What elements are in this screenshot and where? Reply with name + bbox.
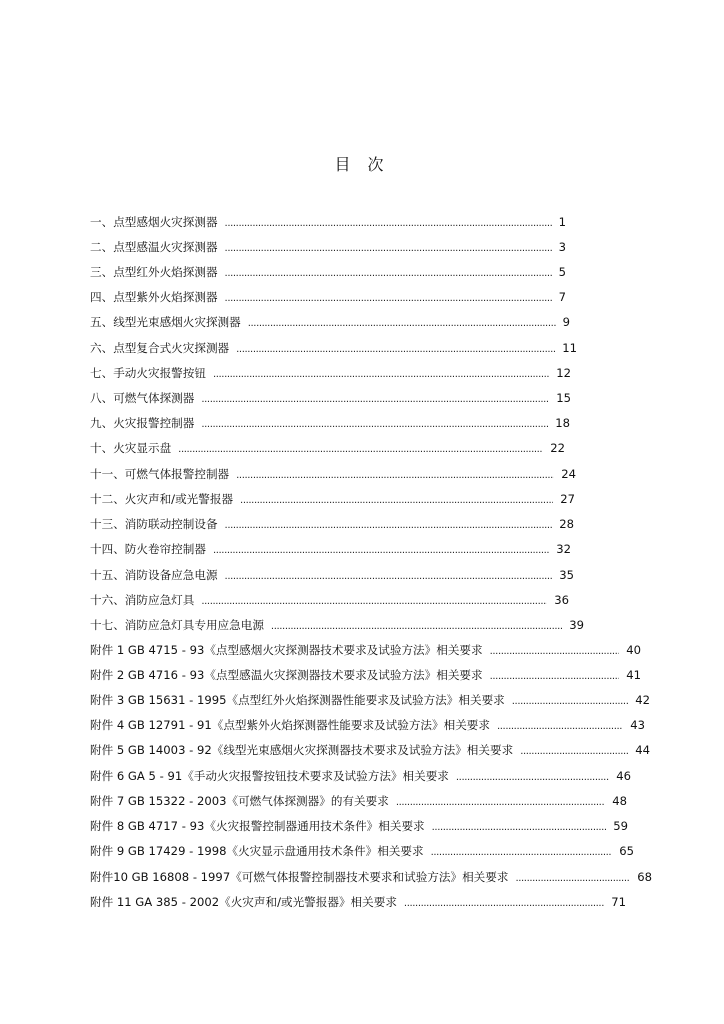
toc-dot-leader xyxy=(515,873,630,884)
toc-entry-label: 附件 4 GB 12791 - 91《点型紫外火焰探测器性能要求及试验方法》相关要求 xyxy=(90,718,490,732)
toc-entry xyxy=(90,214,566,232)
toc-dot-leader xyxy=(520,746,628,757)
toc-dot-leader xyxy=(201,419,548,430)
toc-entry-page: 12 xyxy=(556,366,571,380)
toc-entry xyxy=(90,818,628,836)
toc-entry-page: 42 xyxy=(635,693,650,707)
toc-entry-label: 八、可燃气体探测器 xyxy=(90,391,195,405)
toc-entry xyxy=(90,869,652,887)
toc-entry-page: 41 xyxy=(626,668,641,682)
toc-entry xyxy=(90,742,650,760)
toc-entry xyxy=(90,491,575,509)
toc-entry-label: 十、火灾显示盘 xyxy=(90,441,172,455)
toc-entry-label: 十六、消防应急灯具 xyxy=(90,593,195,607)
toc-dot-leader xyxy=(271,621,562,632)
toc-entry xyxy=(90,894,626,912)
toc-entry-label: 七、手动火灾报警按钮 xyxy=(90,366,206,380)
toc-dot-leader xyxy=(490,646,620,657)
toc-entry-page: 27 xyxy=(560,492,575,506)
toc-entry xyxy=(90,717,645,735)
toc-entry-label: 十五、消防设备应急电源 xyxy=(90,568,218,582)
toc-entry xyxy=(90,567,574,585)
toc-entry-page: 65 xyxy=(619,844,634,858)
toc-entry xyxy=(90,415,570,433)
toc-entry-label: 十七、消防应急灯具专用应急电源 xyxy=(90,618,264,632)
toc-dot-leader xyxy=(178,444,543,455)
toc-entry-page: 39 xyxy=(569,618,584,632)
toc-entry xyxy=(90,617,584,635)
toc-entry-label: 附件 7 GB 15322 - 2003《可燃气体探测器》的有关要求 xyxy=(90,794,389,808)
toc-entry-label: 三、点型红外火焰探测器 xyxy=(90,265,218,279)
toc-dot-leader xyxy=(248,318,556,329)
toc-entry-page: 32 xyxy=(556,542,571,556)
toc-entry-page: 24 xyxy=(561,467,576,481)
toc-entry xyxy=(90,793,627,811)
toc-entry-page: 5 xyxy=(558,265,566,279)
toc-entry-page: 71 xyxy=(611,895,626,909)
toc-entry-label: 附件 1 GB 4715 - 93《点型感烟火灾探测器技术要求及试验方法》相关要求 xyxy=(90,643,483,657)
toc-entry-label: 附件 11 GA 385 - 2002《火灾声和/或光警报器》相关要求 xyxy=(90,895,397,909)
toc-entry xyxy=(90,692,650,710)
toc-entry-label: 附件10 GB 16808 - 1997《可燃气体报警控制器技术要求和试验方法》相关要求 xyxy=(90,870,509,884)
toc-entry-label: 附件 3 GB 15631 - 1995《点型红外火焰探测器性能要求及试验方法》相关要求 xyxy=(90,693,505,707)
toc-entry xyxy=(90,592,569,610)
toc-dot-leader xyxy=(512,696,628,707)
toc-entry-page: 28 xyxy=(559,517,574,531)
toc-entry-label: 附件 9 GB 17429 - 1998《火灾显示盘通用技术条件》相关要求 xyxy=(90,844,424,858)
toc-entry-label: 九、火灾报警控制器 xyxy=(90,416,195,430)
toc-entry-page: 59 xyxy=(613,819,628,833)
toc-entry-label: 四、点型紫外火焰探测器 xyxy=(90,290,218,304)
toc-entry xyxy=(90,642,641,660)
toc-dot-leader xyxy=(404,898,604,909)
toc-entry-label: 附件 5 GB 14003 - 92《线型光束感烟火灾探测器技术要求及试验方法》相关要求 xyxy=(90,743,514,757)
toc-dot-leader xyxy=(236,470,554,481)
toc-entry-label: 附件 8 GB 4717 - 93《火灾报警控制器通用技术条件》相关要求 xyxy=(90,819,425,833)
toc-entry-page: 18 xyxy=(555,416,570,430)
toc-entry-label: 十一、可燃气体报警控制器 xyxy=(90,467,230,481)
toc-dot-leader xyxy=(431,847,613,858)
toc-entry xyxy=(90,390,571,408)
toc-entry-page: 46 xyxy=(616,769,631,783)
toc-entry xyxy=(90,314,570,332)
toc-entry xyxy=(90,440,565,458)
toc-entry xyxy=(90,289,566,307)
toc-entry xyxy=(90,466,576,484)
toc-entry-label: 十四、防火卷帘控制器 xyxy=(90,542,206,556)
toc-entry-label: 十三、消防联动控制设备 xyxy=(90,517,218,531)
toc-entry xyxy=(90,365,571,383)
toc-entry xyxy=(90,843,634,861)
toc-dot-leader xyxy=(456,772,609,783)
toc-entry-page: 22 xyxy=(550,441,565,455)
toc-entry-page: 48 xyxy=(612,794,627,808)
toc-dot-leader xyxy=(225,268,552,279)
toc-entry xyxy=(90,516,574,534)
toc-entry xyxy=(90,667,641,685)
toc-entry-page: 36 xyxy=(554,593,569,607)
toc-entry xyxy=(90,239,566,257)
toc-entry-page: 35 xyxy=(559,568,574,582)
toc-dot-leader xyxy=(236,344,555,355)
toc-dot-leader xyxy=(225,243,552,254)
toc-title: 目 次 xyxy=(334,155,390,174)
toc-entry-page: 68 xyxy=(637,870,652,884)
toc-entry xyxy=(90,264,566,282)
toc-entry-page: 1 xyxy=(558,215,566,229)
toc-dot-leader xyxy=(240,495,553,506)
toc-entry xyxy=(90,541,571,559)
toc-entry-label: 附件 6 GA 5 - 91《手动火灾报警按钮技术要求及试验方法》相关要求 xyxy=(90,769,449,783)
toc-entry-page: 15 xyxy=(556,391,571,405)
toc-entry-page: 43 xyxy=(630,718,645,732)
toc-dot-leader xyxy=(213,545,549,556)
toc-entry-page: 7 xyxy=(558,290,566,304)
toc-entry-page: 9 xyxy=(562,315,570,329)
toc-entry-label: 一、点型感烟火灾探测器 xyxy=(90,215,218,229)
toc-dot-leader xyxy=(225,571,553,582)
toc-entry xyxy=(90,768,631,786)
toc-dot-leader xyxy=(201,394,549,405)
toc-dot-leader xyxy=(225,520,553,531)
toc-entry xyxy=(90,340,577,358)
toc-dot-leader xyxy=(396,797,605,808)
toc-dot-leader xyxy=(213,369,549,380)
toc-entry-page: 11 xyxy=(562,341,577,355)
toc-entry-label: 五、线型光束感烟火灾探测器 xyxy=(90,315,241,329)
toc-dot-leader xyxy=(490,671,620,682)
toc-entry-label: 附件 2 GB 4716 - 93《点型感温火灾探测器技术要求及试验方法》相关要求 xyxy=(90,668,483,682)
toc-entry-page: 44 xyxy=(635,743,650,757)
toc-dot-leader xyxy=(225,293,552,304)
toc-dot-leader xyxy=(201,596,547,607)
toc-entry-page: 3 xyxy=(558,240,566,254)
toc-entry-label: 二、点型感温火灾探测器 xyxy=(90,240,218,254)
toc-entry-page: 40 xyxy=(626,643,641,657)
toc-dot-leader xyxy=(225,218,552,229)
toc-entry-label: 十二、火灾声和/或光警报器 xyxy=(90,492,234,506)
toc-entry-label: 六、点型复合式火灾探测器 xyxy=(90,341,230,355)
toc-dot-leader xyxy=(497,721,623,732)
toc-dot-leader xyxy=(432,822,607,833)
